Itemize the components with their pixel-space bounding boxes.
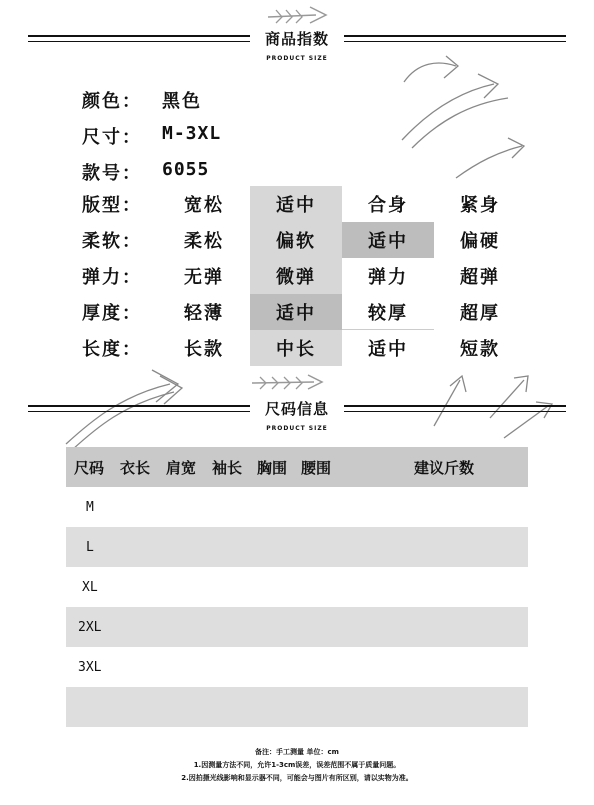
column-header: 胸围 bbox=[257, 458, 288, 477]
attr-option: 适中 bbox=[368, 339, 408, 360]
attr-option: 偏软 bbox=[250, 222, 342, 258]
attr-label: 长度： bbox=[82, 339, 142, 360]
attr-option: 长款 bbox=[184, 339, 224, 360]
column-header: 衣长 bbox=[120, 458, 151, 477]
attr-option: 宽松 bbox=[184, 195, 224, 216]
size-cell: XL bbox=[82, 579, 98, 595]
attr-option-selected: 适中 bbox=[342, 222, 434, 258]
info-row-size bbox=[82, 123, 221, 149]
attr-option-selected: 适中 bbox=[250, 186, 342, 222]
attr-option-selected: 微弹 bbox=[250, 258, 342, 294]
info-label: 尺寸： bbox=[82, 127, 142, 148]
section-title: 商品指数 bbox=[264, 30, 329, 48]
size-cell: M bbox=[86, 499, 94, 515]
table-row bbox=[66, 567, 528, 607]
attr-option: 偏硬 bbox=[460, 231, 500, 252]
note-line: 2.因拍摄光线影响和显示器不同，可能会与图片有所区别，请以实物为准。 bbox=[181, 774, 413, 782]
notes bbox=[0, 746, 594, 785]
attr-option: 合身 bbox=[368, 195, 408, 216]
attr-option: 无弹 bbox=[184, 267, 224, 288]
attr-option-selected: 适中 bbox=[250, 294, 342, 330]
attr-option: 较厚 bbox=[342, 294, 434, 330]
table-row bbox=[66, 647, 528, 687]
note-line: 1.因测量方法不同，允许1-3cm误差，误差范围不属于质量问题。 bbox=[193, 761, 401, 769]
size-table bbox=[66, 447, 528, 727]
attr-option: 短款 bbox=[460, 339, 500, 360]
attr-option: 轻薄 bbox=[184, 303, 224, 324]
attr-row-fit bbox=[82, 186, 526, 222]
section-subtitle: PRODUCT SIZE bbox=[266, 55, 328, 62]
attr-option: 超弹 bbox=[460, 267, 500, 288]
attr-option: 超厚 bbox=[460, 303, 500, 324]
info-row-style-number bbox=[82, 159, 209, 185]
note-line: 备注：手工测量 单位：cm bbox=[255, 748, 339, 756]
attr-row-softness bbox=[82, 222, 526, 258]
column-header: 尺码 bbox=[74, 458, 105, 477]
table-row bbox=[66, 607, 528, 647]
arrow-decoration-icon bbox=[266, 4, 332, 26]
column-header: 腰围 bbox=[301, 458, 332, 477]
size-cell: 2XL bbox=[78, 619, 102, 635]
attr-label: 厚度： bbox=[82, 303, 142, 324]
info-label: 款号： bbox=[82, 163, 142, 184]
table-row bbox=[66, 487, 528, 527]
info-row-color bbox=[82, 87, 202, 113]
arrow-decoration-icon bbox=[398, 52, 538, 182]
attr-row-thickness bbox=[82, 294, 526, 330]
section-header-size-info bbox=[0, 398, 594, 438]
attr-row-length bbox=[82, 330, 526, 366]
info-value: 6055 bbox=[162, 159, 210, 180]
attr-label: 版型： bbox=[82, 195, 142, 216]
info-value: M-3XL bbox=[162, 123, 222, 144]
attr-label: 柔软： bbox=[82, 231, 142, 252]
table-header bbox=[66, 447, 528, 487]
table-row bbox=[66, 687, 528, 727]
size-cell: L bbox=[86, 539, 94, 555]
attr-option: 弹力 bbox=[368, 267, 408, 288]
info-label: 颜色： bbox=[82, 91, 142, 112]
column-header: 袖长 bbox=[212, 458, 243, 477]
section-title: 尺码信息 bbox=[264, 400, 329, 418]
info-value: 黑色 bbox=[162, 91, 202, 112]
attr-option: 紧身 bbox=[460, 195, 500, 216]
column-header: 建议斤数 bbox=[414, 458, 475, 477]
attr-option: 柔松 bbox=[184, 231, 224, 252]
attr-option-selected: 中长 bbox=[250, 330, 342, 366]
attr-row-elasticity bbox=[82, 258, 526, 294]
table-row bbox=[66, 527, 528, 567]
section-subtitle: PRODUCT SIZE bbox=[266, 425, 328, 432]
size-cell: 3XL bbox=[78, 659, 102, 675]
column-header: 肩宽 bbox=[166, 458, 197, 477]
arrow-decoration-icon bbox=[250, 372, 330, 392]
attr-label: 弹力： bbox=[82, 267, 142, 288]
